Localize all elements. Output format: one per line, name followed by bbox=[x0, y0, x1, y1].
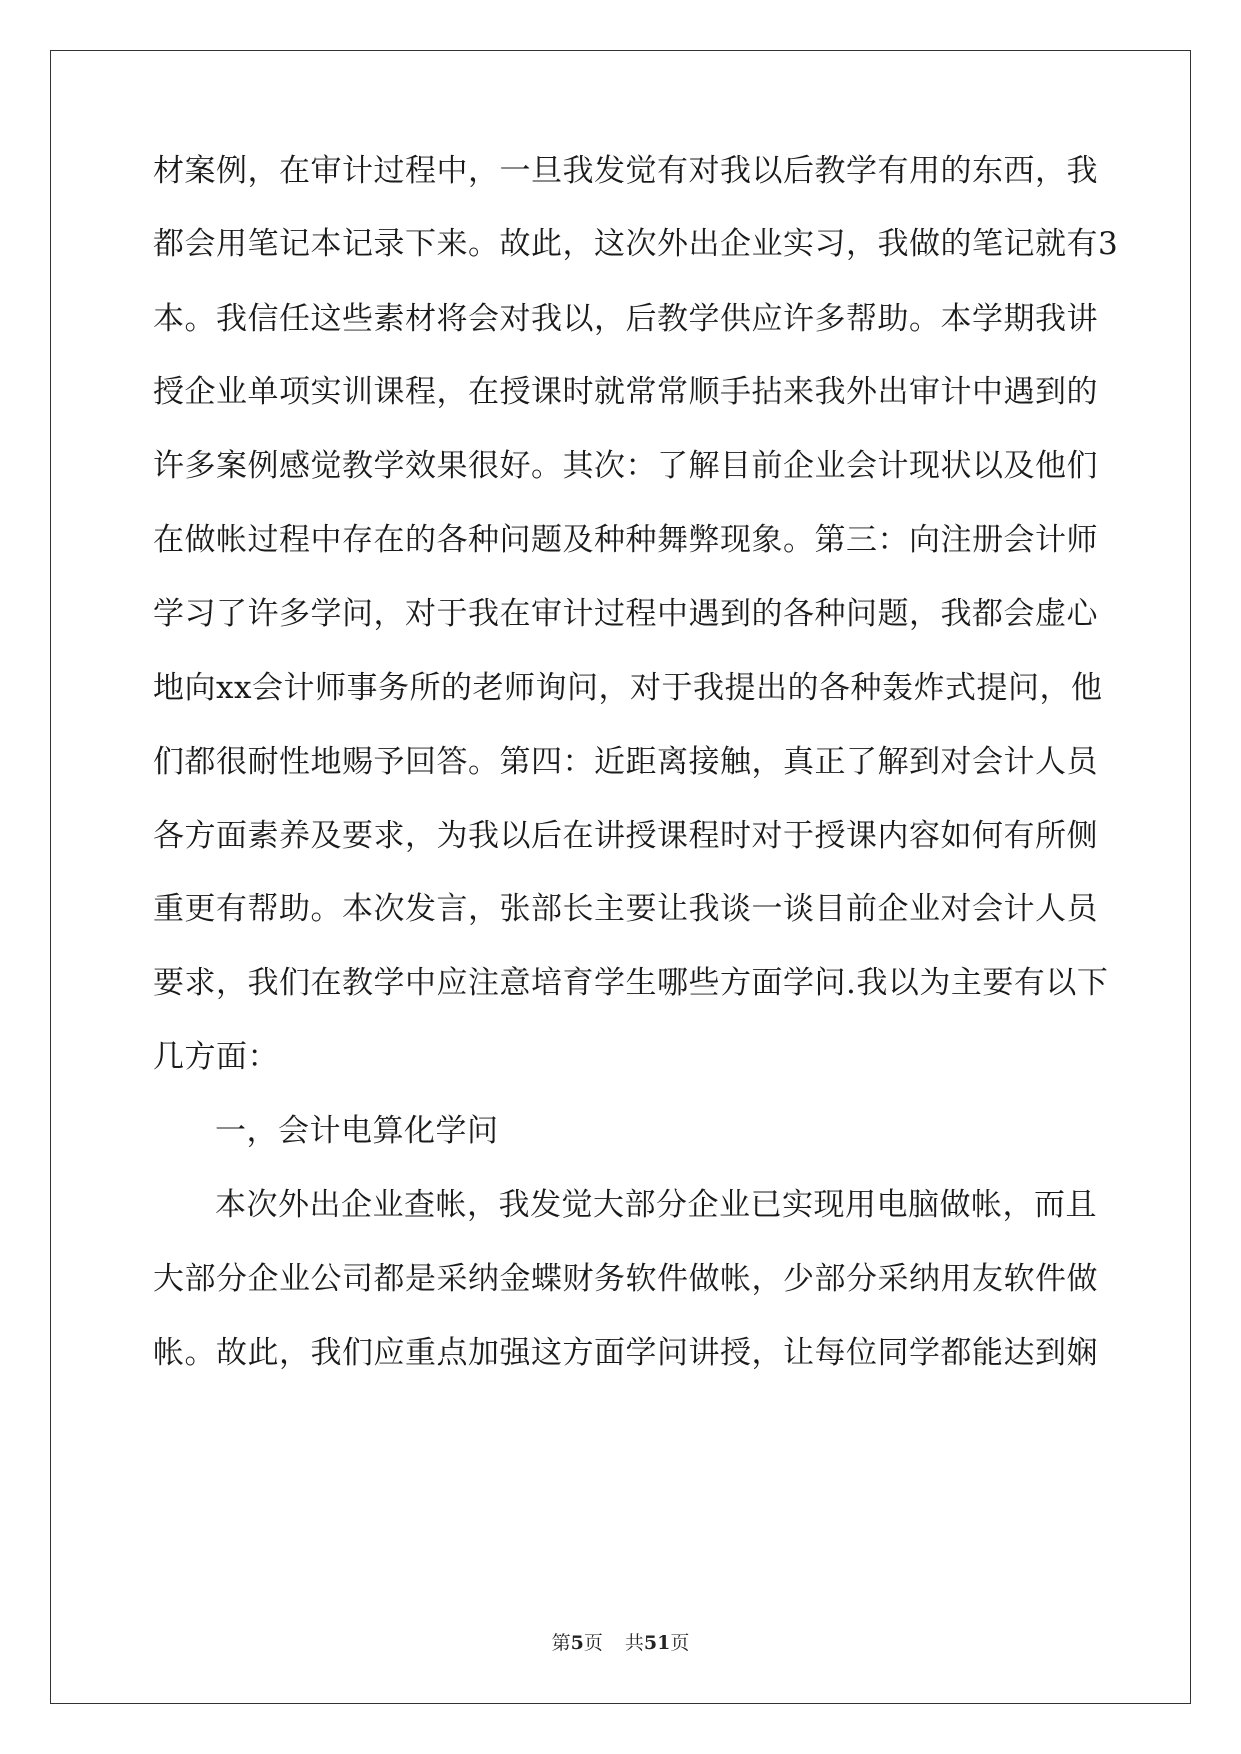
text-line-5: 许多案例感觉教学效果很好。其次：了解目前企业会计现状以及他们 bbox=[153, 448, 1098, 484]
text-line-13: 几方面： bbox=[153, 1039, 279, 1075]
text-line-2: 都会用笔记本记录下来。故此，这次外出企业实习，我做的笔记就有3 bbox=[153, 226, 1119, 262]
text-line-12: 要求，我们在教学中应注意培育学生哪些方面学问.我以为主要有以下 bbox=[153, 965, 1109, 1001]
text-line-8: 地向xx会计师事务所的老师询问，对于我提出的各种轰炸式提问，他 bbox=[153, 670, 1103, 706]
page-number: 5 bbox=[570, 1632, 584, 1654]
text-line-10: 各方面素养及要求，为我以后在讲授课程时对于授课内容如何有所侧 bbox=[153, 818, 1098, 854]
text-line-1: 材案例，在审计过程中，一旦我发觉有对我以后教学有用的东西，我 bbox=[153, 153, 1098, 189]
text-line-9: 们都很耐性地赐予回答。第四：近距离接触，真正了解到对会计人员 bbox=[153, 744, 1098, 780]
text-line-7: 学习了许多学问，对于我在审计过程中遇到的各种问题，我都会虚心 bbox=[153, 596, 1098, 632]
text-line-6: 在做帐过程中存在的各种问题及种种舞弊现象。第三：向注册会计师 bbox=[153, 522, 1098, 558]
total-suffix: 页 bbox=[670, 1632, 690, 1654]
page-suffix: 页 bbox=[583, 1632, 603, 1654]
paragraph-line-3: 帐。故此，我们应重点加强这方面学问讲授，让每位同学都能达到娴 bbox=[153, 1335, 1098, 1371]
page-footer bbox=[0, 1628, 1241, 1658]
total-pages: 51 bbox=[643, 1632, 671, 1654]
paragraph-line-2: 大部分企业公司都是采纳金蝶财务软件做帐，少部分采纳用友软件做 bbox=[153, 1261, 1098, 1297]
text-line-4: 授企业单项实训课程，在授课时就常常顺手拈来我外出审计中遇到的 bbox=[153, 374, 1098, 410]
page-prefix: 第 bbox=[551, 1632, 571, 1654]
total-prefix: 共 bbox=[624, 1632, 644, 1654]
section-heading: 一，会计电算化学问 bbox=[215, 1113, 499, 1149]
paragraph-line-1: 本次外出企业查帐，我发觉大部分企业已实现用电脑做帐，而且 bbox=[215, 1187, 1097, 1223]
text-line-11: 重更有帮助。本次发言，张部长主要让我谈一谈目前企业对会计人员 bbox=[153, 891, 1098, 927]
text-line-3: 本。我信任这些素材将会对我以，后教学供应许多帮助。本学期我讲 bbox=[153, 301, 1098, 337]
